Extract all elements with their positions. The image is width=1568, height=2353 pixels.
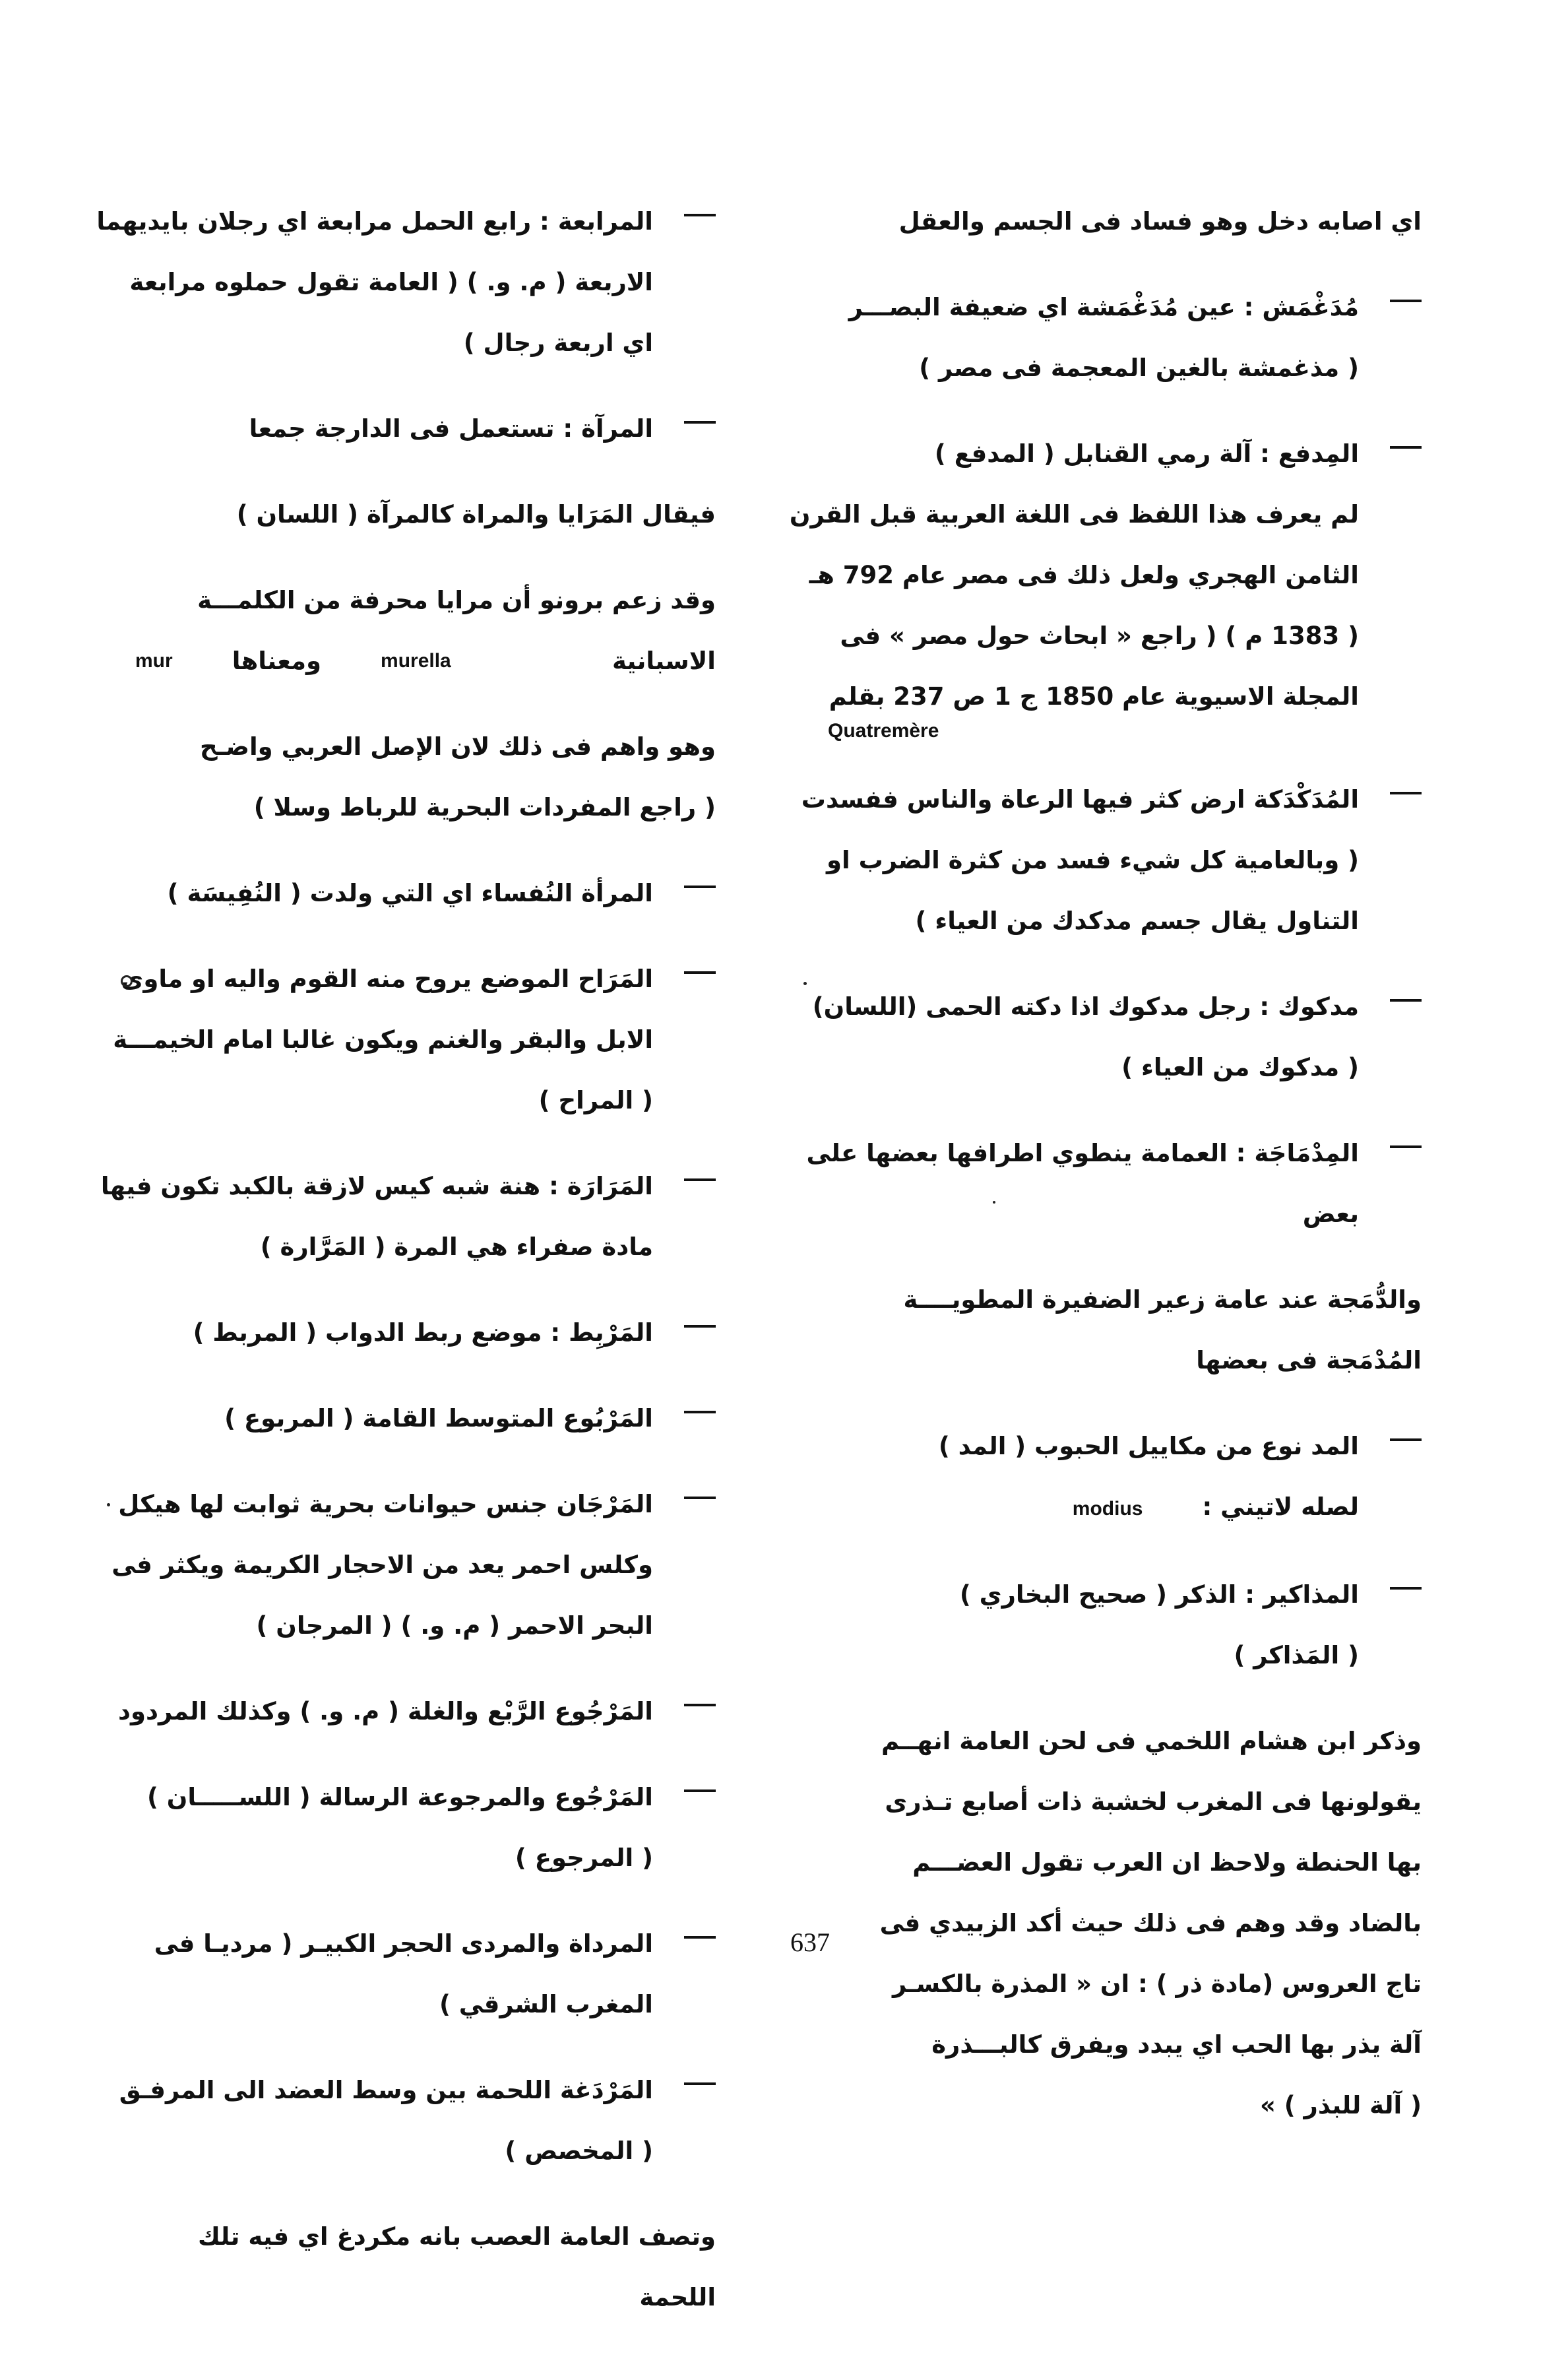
dictionary-entry xyxy=(812,977,1422,1098)
entry-line: المُدْمَجة فى بعضها xyxy=(1196,1346,1422,1374)
entry-line: المغرب الشرقي ) xyxy=(439,1990,653,2018)
entry-line: البحر الاحمر ( م. و. ) ( المرجان ) xyxy=(256,1611,653,1640)
entry-line: المَرَاح الموضع يروح منه القوم واليه او ماوى xyxy=(121,965,653,993)
dictionary-entry xyxy=(135,1388,716,1449)
entry-line: ( المخصص ) xyxy=(505,2137,653,2165)
entry-line: ( وبالعامية كل شيء فسد من كثرة الضرب او xyxy=(827,846,1359,874)
latin-term: murella xyxy=(381,650,451,672)
entry-line: ( مذغمشة بالغين المعجمة فى مصر ) xyxy=(919,354,1359,382)
entry-line: آلة يذر بها الحب اي يبدد ويفرق كالبـــذرة xyxy=(931,2030,1422,2059)
scan-speck xyxy=(803,982,807,985)
left-column xyxy=(96,191,716,2353)
entry-line: ( المرجوع ) xyxy=(515,1844,653,1872)
entry-line: المَرْجَان جنس حيوانات بحرية ثوابت لها هيكل xyxy=(118,1490,653,1518)
entry-word: ومعناها xyxy=(232,647,322,675)
entry-dash-marker xyxy=(684,971,716,974)
entry-line-text: الاسبانية xyxy=(612,647,716,675)
entry-line: مادة صفراء هي المرة ( المَرَّارة ) xyxy=(260,1233,653,1261)
entry-dash-marker xyxy=(1390,999,1422,1002)
entry-line: المَرْبُوع المتوسط القامة ( المربوع ) xyxy=(224,1404,653,1433)
entry-line: المجلة الاسيوية عام 1850 ج 1 ص 237 بقلم xyxy=(829,682,1359,711)
entry-line: ( المراح ) xyxy=(538,1086,653,1114)
dictionary-entry xyxy=(111,1474,716,1656)
entry-line: وهو واهم فى ذلك لان الإصل العربي واضـح xyxy=(199,732,716,761)
dictionary-entry xyxy=(828,191,1422,252)
entry-line: اللحمة xyxy=(639,2283,716,2311)
entry-dash-marker xyxy=(1390,792,1422,794)
dictionary-entry xyxy=(117,1681,716,1742)
scan-speck xyxy=(993,1201,995,1204)
dictionary-entry xyxy=(801,769,1422,951)
entry-line: تاج العروس (مادة ذر ) : ان « المذرة بالكسـر xyxy=(892,1970,1422,1998)
dictionary-entry xyxy=(135,484,716,545)
dictionary-entry xyxy=(828,1270,1422,1391)
entry-dash-marker xyxy=(684,1178,716,1181)
entry-dash-marker xyxy=(684,2082,716,2085)
entry-line: المُدَكْدَكة ارض كثر فيها الرعاة والناس ففسدت xyxy=(801,785,1359,814)
scan-speck xyxy=(107,1503,110,1506)
entry-line: المِدْمَاجَة : العمامة ينطوي اطرافها بعضها على xyxy=(806,1139,1359,1167)
entry-line: المرأة النُفساء اي التي ولدت ( النُفِيسَة ) xyxy=(167,879,653,907)
entry-dash-marker xyxy=(684,1497,716,1499)
entry-line: المرداة والمردى الحجر الكبيـر ( مرديـا فى xyxy=(154,1929,653,1958)
dictionary-entry xyxy=(828,1711,1422,2136)
entry-dash-marker xyxy=(684,1789,716,1792)
entry-line: وذكر ابن هشام اللخمي فى لحن العامة انهــم xyxy=(881,1727,1422,1755)
entry-line: بالضاد وقد وهم فى ذلك حيث أكد الزبيدي فى xyxy=(879,1909,1422,1937)
entry-line: المِدفع : آلة رمي القنابل ( المدفع ) xyxy=(934,439,1359,468)
entry-line: المَرْدَغة اللحمة بين وسط العضد الى المرفـق xyxy=(119,2076,653,2104)
entry-line: المَرْبِط : موضع ربط الدواب ( المربط ) xyxy=(193,1318,653,1347)
entry-dash-marker xyxy=(1390,1145,1422,1148)
dictionary-entry xyxy=(135,717,716,838)
entry-line: ( 1383 م ) ( راجع « ابحاث حول مصر » فى xyxy=(840,622,1359,650)
entry-line: وكلس احمر يعد من الاحجار الكريمة ويكثر فى xyxy=(111,1551,653,1579)
entry-dash-marker xyxy=(684,1325,716,1328)
entry-line: ( آلة للبذر ) » xyxy=(1259,2091,1422,2119)
entry-line: اي اصابه دخل وهو فساد فى الجسم والعقل xyxy=(898,207,1422,236)
entry-line: يقولونها فى المغرب لخشبة ذات أصابع تـذرى xyxy=(885,1788,1422,1816)
dictionary-entry xyxy=(789,424,1422,744)
entry-dash-marker xyxy=(1390,1587,1422,1590)
entry-line: المَرَارَة : هنة شبه كيس لازقة بالكبد تكون فيها xyxy=(100,1172,653,1200)
entry-line: وتصف العامة العصب بانه مكردغ اي فيه تلك xyxy=(197,2222,716,2251)
entry-dash-marker xyxy=(684,886,716,888)
entry-line: مدكوك : رجل مدكوك اذا دكته الحمى (اللسان) xyxy=(812,992,1359,1021)
dictionary-entry xyxy=(828,1416,1422,1539)
entry-line: الاربعة ( م. و. ) ( العامة تقول حملوه مرابعة xyxy=(129,268,653,296)
entry-dash-marker xyxy=(684,421,716,424)
entry-line: الثامن الهجري ولعل ذلك فى مصر عام 792 هـ xyxy=(809,561,1359,589)
entry-dash-marker xyxy=(684,1411,716,1413)
entry-dash-marker xyxy=(1390,1438,1422,1441)
dictionary-entry xyxy=(806,1123,1422,1244)
entry-line: بها الحنطة ولاحظ ان العرب تقول العضـــم xyxy=(912,1848,1422,1877)
latin-words-row xyxy=(135,631,451,692)
entry-dash-marker xyxy=(684,1936,716,1939)
entry-line: ( راجع المفردات البحرية للرباط وسلا ) xyxy=(253,793,716,822)
entry-line: لصله لاتيني :modius xyxy=(1072,1493,1359,1521)
entry-dash-marker xyxy=(1390,446,1422,449)
dictionary-entry xyxy=(119,2060,716,2181)
latin-term: modius xyxy=(1072,1498,1143,1520)
entry-line: بعض xyxy=(1302,1200,1359,1228)
entry-line: الابل والبقر والغنم ويكون غالبا امام الخيمـــة xyxy=(113,1025,653,1054)
latin-term: mur xyxy=(135,650,173,672)
entry-line: والدُّمَجة عند عامة زعير الضفيرة المطويــــة xyxy=(903,1285,1422,1314)
entry-line: لم يعرف هذا اللفظ فى اللغة العربية قبل القرن xyxy=(789,500,1359,529)
entry-line: المذاكير : الذكر ( صحيح البخاري ) xyxy=(959,1580,1359,1609)
entry-line: فيقال المَرَايا والمراة كالمرآة ( اللسان ) xyxy=(236,500,716,529)
dictionary-entry xyxy=(135,399,716,459)
entry-line: ( مدكوك من العياء ) xyxy=(1121,1053,1359,1081)
dictionary-entry xyxy=(135,570,716,692)
entry-line: المد نوع من مكاييل الحبوب ( المد ) xyxy=(938,1432,1359,1460)
entry-line xyxy=(135,631,716,692)
entry-line: المرآة : تستعمل فى الدارجة جمعا xyxy=(249,414,653,443)
entry-dash-marker xyxy=(684,214,716,216)
entry-line: ( المَذاكر ) xyxy=(1234,1641,1359,1669)
entry-line: وقد زعم برونو أن مرايا محرفة من الكلمـــة xyxy=(197,586,716,614)
dictionary-entry xyxy=(828,277,1422,399)
entry-line: المرابعة : رابع الحمل مرابعة اي رجلان بايديهما xyxy=(96,207,653,236)
scan-ring-mark xyxy=(121,975,133,987)
entry-line: مُدَغْمَش : عين مُدَغْمَشة اي ضعيفة البصـــر xyxy=(848,293,1359,321)
page-number: 637 xyxy=(790,1927,830,1957)
dictionary-entry xyxy=(135,1303,716,1363)
dictionary-entry xyxy=(135,2207,716,2328)
entry-line: التناول يقال جسم مدكدك من العياء ) xyxy=(915,907,1359,935)
entry-dash-marker xyxy=(684,1704,716,1706)
dictionary-entry xyxy=(113,949,716,1131)
dictionary-entry xyxy=(135,1914,716,2035)
entry-dash-marker xyxy=(1390,300,1422,302)
entry-line: اي اربعة رجال ) xyxy=(463,329,653,357)
dictionary-entry xyxy=(100,1156,716,1277)
entry-line: المَرْجُوع الرَّبْع والغلة ( م. و. ) وكذلك المردود xyxy=(117,1697,653,1725)
dictionary-entry xyxy=(828,1564,1422,1686)
dictionary-entry xyxy=(135,863,716,924)
dictionary-entry xyxy=(135,1767,716,1888)
entry-line: المَرْجُوع والمرجوعة الرسالة ( اللســـــان ) xyxy=(147,1783,653,1811)
dictionary-entry xyxy=(96,191,716,373)
latin-author-name: Quatremère xyxy=(828,720,939,742)
